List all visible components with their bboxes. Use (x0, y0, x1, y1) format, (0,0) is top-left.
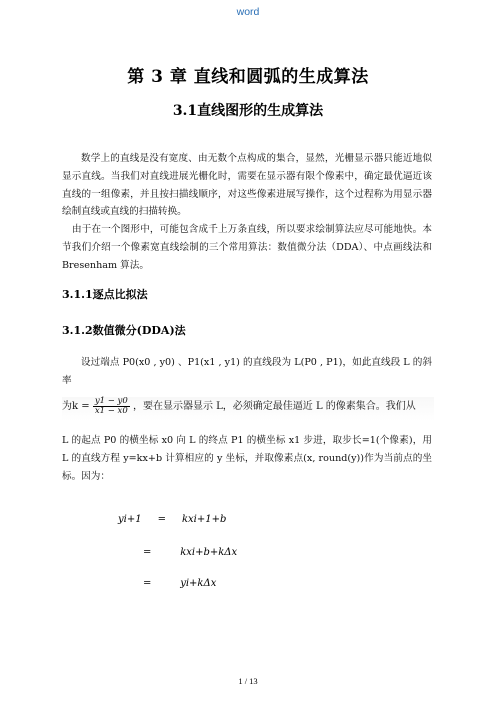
slope-formula-line (62, 397, 434, 421)
equals-sign: = (143, 578, 152, 589)
equation-line-1 (118, 514, 226, 525)
slope-fraction (93, 397, 130, 416)
page-number: 1 / 13 (238, 676, 258, 686)
dda-body-paragraph: L 的起点 P0 的横坐标 x0 向 L 的终点 P1 的横坐标 x1 步进，取步长=1(个像素)，用 L 的直线方程 y=kx+b 计算相应的 y 坐标，并取像素点(x, round(y))作为当前点的坐标。因为： (62, 435, 432, 482)
chapter-title: 第 3 章 直线和圆弧的生成算法 (127, 67, 369, 87)
dda-intro-paragraph: 设过端点 P0(x0 , y0) 、P1(x1 , y1) 的直线段为 L(P0 , P1)，如此直线段 L 的斜率 (62, 357, 432, 386)
equation-rhs-3: yi+kΔx (180, 578, 217, 589)
subsection-heading-3-1-2: 3.1.2数值微分(DDA)法 (62, 324, 186, 337)
equation-rhs-1: kxi+1+b (181, 514, 227, 525)
equation-line-3 (143, 578, 216, 589)
equals-sign: = (157, 514, 166, 525)
equation-line-2 (143, 547, 237, 558)
equals-sign: = (143, 547, 152, 558)
equation-rhs-2: kxi+b+kΔx (180, 547, 238, 558)
formula-prefix: 为k = (62, 401, 90, 412)
intro-paragraph: 数学上的直线是没有宽度、由无数个点构成的集合，显然，光栅显示器只能近地似显示直线。当我们对直线进展光栅化时，需要在显示器有限个像素中，确定最优逼近该直线的一组像素，并且按扫描线顺序，对这些像素进展写操作，这个过程称为用显示器绘制直线或直线的扫描转换。 (62, 153, 432, 218)
header-word-label: word (236, 6, 260, 18)
equation-lhs: yi+1 (118, 514, 142, 525)
section-title: 3.1直线图形的生成算法 (172, 103, 324, 119)
algorithms-paragraph: 由于在一个图形中，可能包含成千上万条直线，所以要求绘制算法应尽可能地快。本节我们介绍一个像素宽直线绘制的三个常用算法：数值微分法（DDA）、中点画线法和 Bresenham 算法。 (62, 224, 432, 271)
subsection-heading-3-1-1: 3.1.1逐点比拟法 (62, 288, 148, 301)
fraction-numerator: y1 − y0 (94, 396, 128, 406)
formula-suffix: ，要在显示器显示 L，必须确定最佳逼近 L 的像素集合。我们从 (132, 401, 416, 412)
fraction-denominator: x1 − x0 (94, 406, 128, 416)
